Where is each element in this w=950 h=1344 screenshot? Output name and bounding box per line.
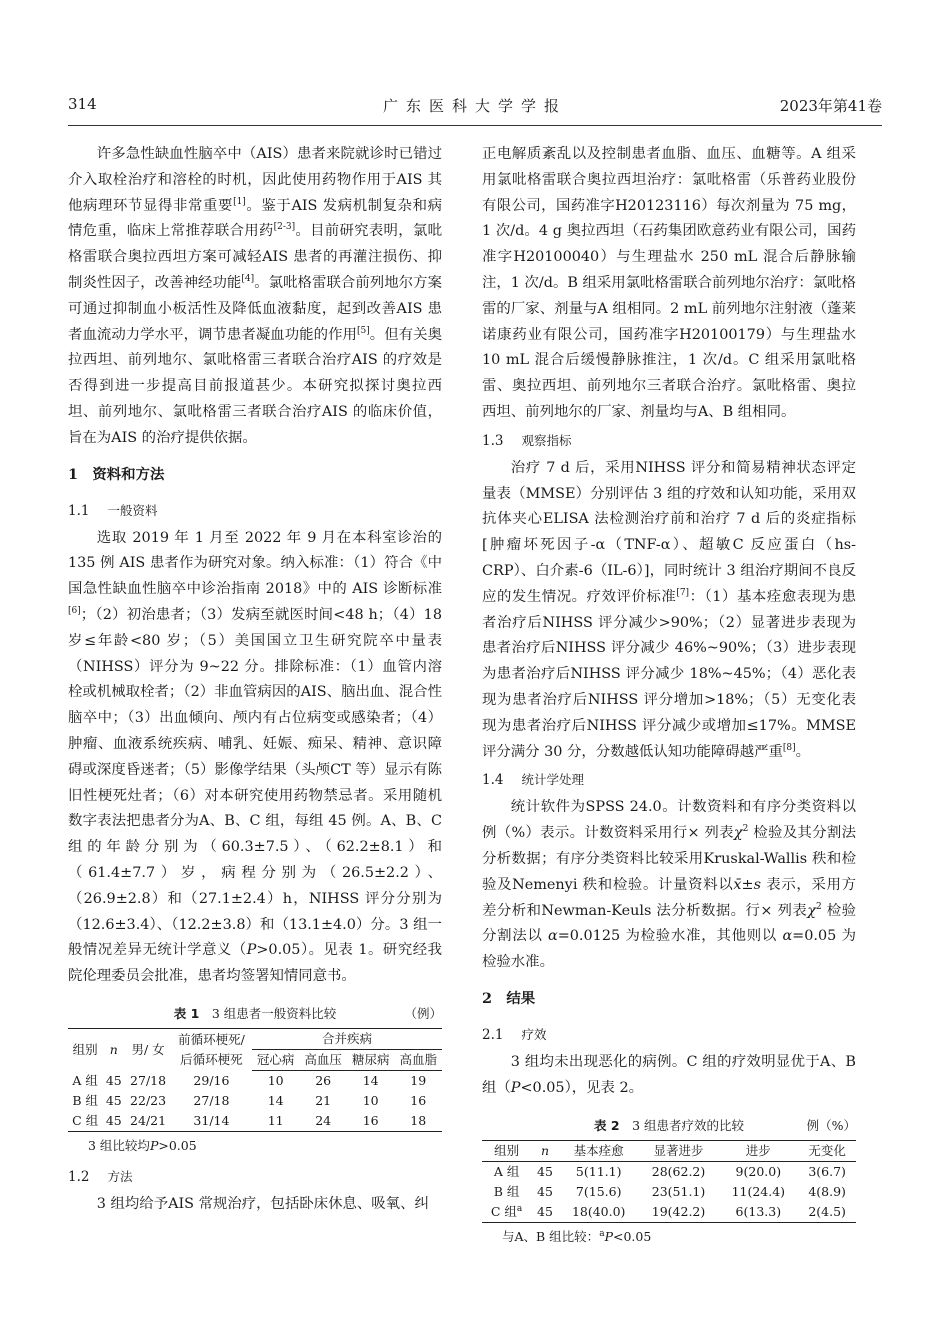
table-caption: 表 1 3 组患者一般资料比较 （例） xyxy=(173,1005,442,1021)
table-row: B 组 45 7(15.6) 23(51.1) 11(24.4) 4(8.9) xyxy=(493,1183,846,1199)
body-paragraph: 治疗 7 d 后，采用NIHSS 评分和简易精神状态评定量表（MMSE）分别评估 3 组的疗效和认知功能，采用双抗体夹心ELISA 法检测治疗前和治疗 7 d 后的炎症指标[肿瘤坏死因子-α（TNF-α）、超敏C 反应蛋白（hs-CRP）、白介素-6（IL-6）]，同时统计 3 组治疗期间不良反应的发生情况。疗效评价标准[7]：（1）基本痊愈表现为患者治疗后NIHSS 评分减少>90%；（2）显著进步表现为患者治疗后NIHSS 评分减少 46%~90%；（3）进步表现为患者治疗后NIHSS 评分减少 18%~45%；（4）恶化表现为患者治疗后NIHSS 评分增加>18%；（5）无变化表现为患者治疗后NIHSS 评分减少或增加≤17%。MMSE 评分满分 30 分，分数越低认知功能障碍越严重[8]。 xyxy=(482,459,856,760)
year-volume: 2023年第41卷 xyxy=(779,97,882,115)
citation: [4] xyxy=(241,274,255,285)
citation: [5] xyxy=(356,325,370,336)
body-paragraph: 正电解质紊乱以及控制患者血脂、血压、血糖等。A 组采用氯吡格雷联合奥拉西坦治疗：氯吡格雷（乐普药业股份有限公司，国药准字H20123116）每次剂量为 75 mg，1 次/d。4 g 奥拉西坦（石药集团欧意药业有限公司，国药准字H20100040）与生理盐水 250 mL 混合后静脉输注，1 次/d。B 组采用氯吡格雷联合前列地尔治疗：氯吡格雷的厂家、剂量与A 组相同。2 mL 前列地尔注射液（蓬莱诺康药业有限公司，国药准字H20100179）与生理盐水 10 mL 混合后缓慢静脉推注，1 次/d。C 组采用氯吡格雷、奥拉西坦、前列地尔三者联合治疗。氯吡格雷、奥拉西坦、前列地尔的厂家、剂量均与A、B 组相同。 xyxy=(482,146,856,420)
header-rule xyxy=(68,125,882,126)
citation: [6] xyxy=(68,606,81,617)
subsection-heading: 1.1 一般资料 xyxy=(68,502,158,519)
table-row: C 组$^a$ 45 18(40.0) 19(42.2) 6(13.3) 2(4.5) xyxy=(490,1203,846,1219)
right-column xyxy=(482,142,856,1255)
subsection-heading: 1.2 方法 xyxy=(68,1168,133,1185)
table-row: C 组 45 24/21 31/14 11 24 16 18 xyxy=(72,1112,427,1128)
subsection-heading: 1.3 观察指标 xyxy=(482,432,572,449)
table-row: A 组 45 27/18 29/16 10 26 14 19 xyxy=(72,1072,427,1088)
body-paragraph: 选取 2019 年 1 月至 2022 年 9 月在本科室诊治的 135 例 AIS 患者作为研究对象。纳入标准：（1）符合《中国急性缺血性脑卒中诊治指南 2018》中的 AIS 诊断标准[6]；（2）初治患者；（3）发病至就医时间<48 h；（4）18 岁≤年龄<80 岁；（5）美国国立卫生研究院卒中量表（NIHSS）评分为 9~22 分。排除标准：（1）血管内溶栓或机械取栓者；（2）非血管病因的AIS、脑出血、混合性脑卒中；（3）出血倾向、颅内有占位病变或感染者；（4）肿瘤、血液系统疾病、哺乳、妊娠、痴呆、精神、意识障碍或深度昏迷者；（5）影像学结果（头颅CT 等）显示有陈旧性梗死灶者；（6）对本研究使用药物禁忌者。采用随机数字表法把患者分为A、B、C 组，每组 45 例。A、B、C 组的年龄分别为（60.3±7.5）、（62.2±8.1）和（61.4±7.7）岁，病程分别为（26.5±2.2）、（26.9±2.8）和（27.1±2.4）h，NIHSS 评分分别为（12.6±3.4）、（12.2±3.8）和（13.1±4.0）分。3 组一般情况差异无统计学意义（P>0.05）。见表 1。研究经我院伦理委员会批准，患者均签署知情同意书。 xyxy=(68,529,442,985)
body-paragraph: 3 组均未出现恶化的病例。C 组的疗效明显优于A、B 组（P<0.05），见表 2。 xyxy=(482,1053,856,1096)
left-column xyxy=(68,142,442,1218)
table-row: A 组 45 5(11.1) 28(62.2) 9(20.0) 3(6.7) xyxy=(493,1163,846,1179)
body-paragraph: 3 组均给予AIS 常规治疗，包括卧床休息、吸氧、纠 xyxy=(96,1195,429,1212)
table-note: 与A、B 组比较：$^a$P<0.05 xyxy=(502,1228,652,1244)
table-caption: 表 2 3 组患者疗效的比较 例（%） xyxy=(593,1117,856,1133)
section-heading: 2 结果 xyxy=(482,989,536,1007)
citation: [8] xyxy=(782,742,796,753)
citation: [7] xyxy=(676,587,690,598)
table-note: 3 组比较均P>0.05 xyxy=(88,1137,197,1153)
page-number: 314 xyxy=(68,95,97,113)
table-1: 组别 n 男/ 女 前循环梗死/ 后循环梗死 合并疾病 冠心病 高血压 糖尿病 高血脂 A 组 45 27/18 29/16 10 26 14 19 B 组 45 22/23 27/18 14 21 10 16 C 组 45 24/21 31/14 11 24 16 18 xyxy=(68,1028,442,1132)
journal-title: 广东医科大学学报 xyxy=(382,97,567,115)
subsection-heading: 1.4 统计学处理 xyxy=(482,772,584,789)
section-heading: 1 资料和方法 xyxy=(68,465,165,483)
citation: [2-3] xyxy=(273,222,296,233)
body-paragraph: 统计软件为SPSS 24.0。计数资料和有序分类资料以例（%）表示。计数资料采用行× 列表$\chi^2$ 检验及其分割法分析数据；有序分类资料比较采用Kruskal-Wallis 秩和检验及Nemenyi 秩和检验。计量资料以x̄±s 表示，采用方差分析和Newman-Keuls 法分析数据。行× 列表$\chi^2$ 检验分割法以 α=0.0125 为检验水准，其他则以 α=0.05 为检验水准。 xyxy=(482,799,857,971)
table-row: B 组 45 22/23 27/18 14 21 10 16 xyxy=(72,1092,427,1108)
citation: [1] xyxy=(233,196,246,207)
page-header xyxy=(68,95,882,121)
intro-paragraph: 许多急性缺血性脑卒中（AIS）患者来院就诊时已错过介入取栓治疗和溶栓的时机，因此使用药物作用于AIS 其他病理环节显得非常重要[1]。鉴于AIS 发病机制复杂和病情危重，临床上常推荐联合用药[2-3]。目前研究表明，氯吡格雷联合奥拉西坦方案可减轻AIS 患者的再灌注损伤、抑制炎性因子，改善神经功能[4]。氯吡格雷联合前列地尔方案可通过抑制血小板活性及降低血液黏度，起到改善AIS 患者血流动力学水平，调节患者凝血功能的作用[5]。但有关奥拉西坦、前列地尔、氯吡格雷三者联合治疗AIS 的疗效是否得到进一步提高目前报道甚少。本研究拟探讨奥拉西坦、前列地尔、氯吡格雷三者联合治疗AIS 的临床价值，旨在为AIS 的治疗提供依据。 xyxy=(68,146,442,446)
subsection-heading: 2.1 疗效 xyxy=(482,1026,547,1043)
table-2: 组别 n 基本痊愈 显著进步 进步 无变化 A 组 45 5(11.1) 28(62.2) 9(20.0) 3(6.7) B 组 45 7(15.6) 23(51.1) 11(24.4) 4(8.9) C 组$^a$ 45 18(40.0) 19(42.2) 6(13.3) 2(4.5) xyxy=(482,1140,856,1223)
